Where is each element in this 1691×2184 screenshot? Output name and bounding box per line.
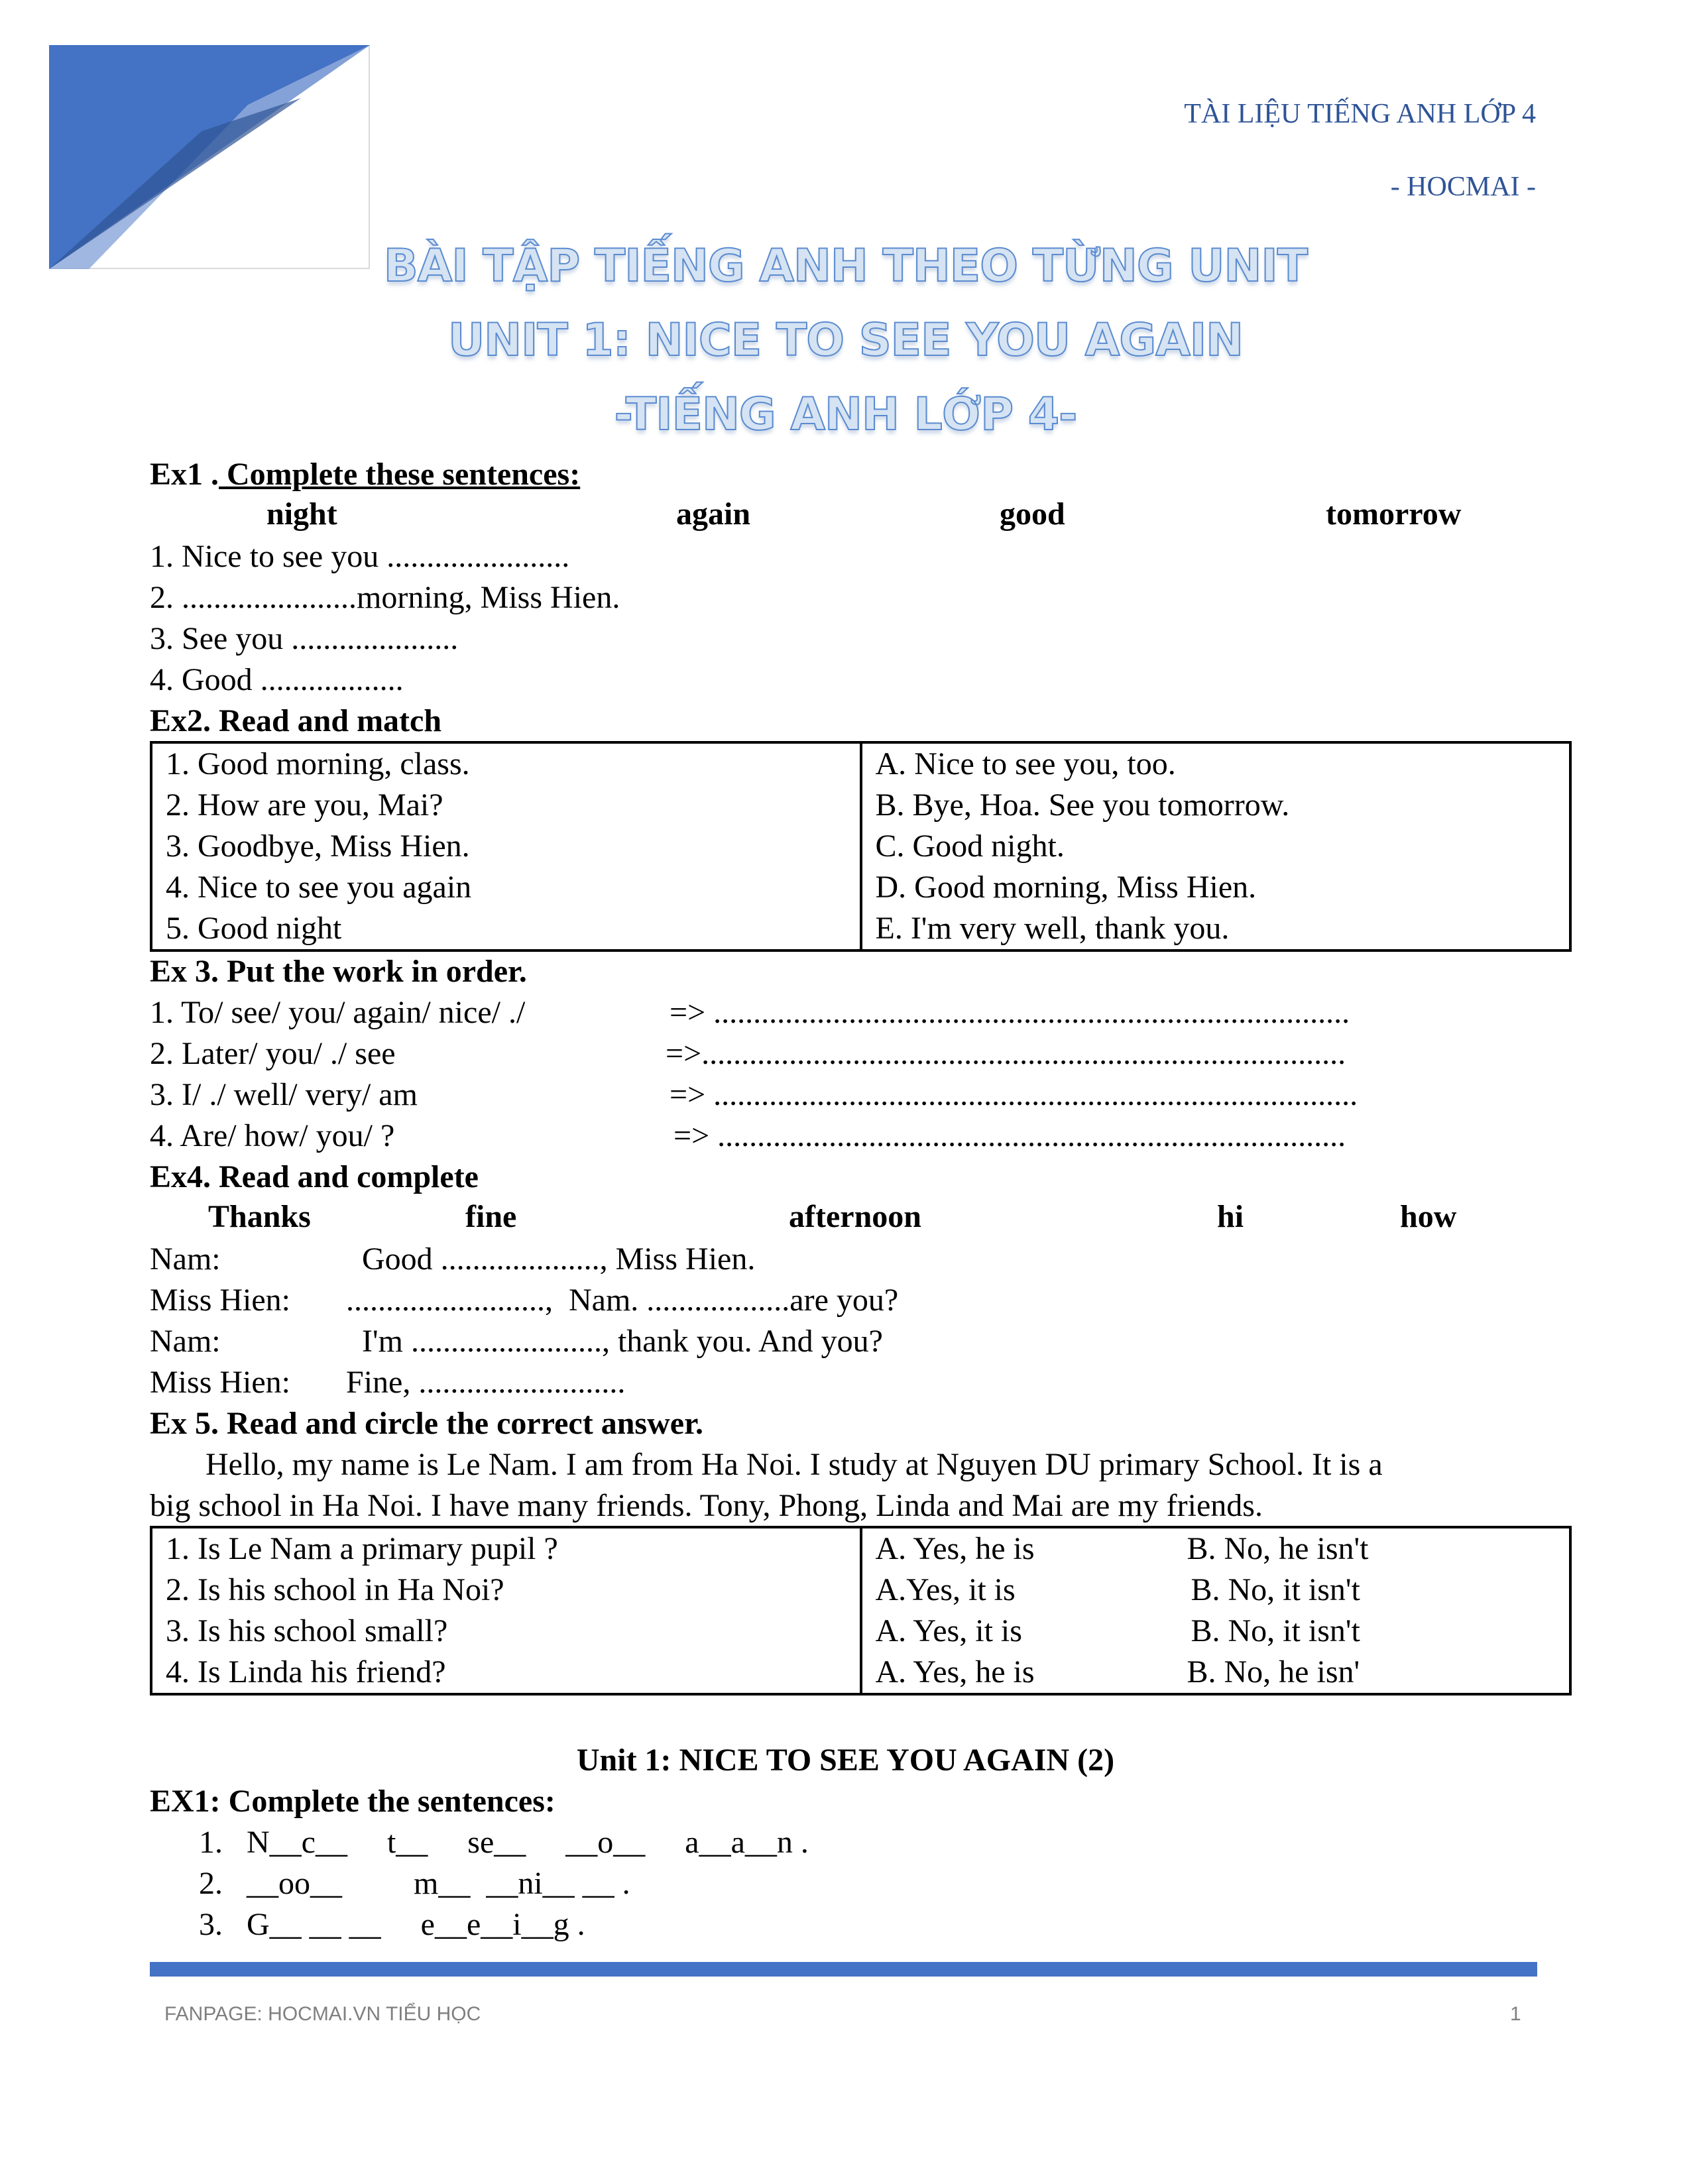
ex1-item-2: 2. ......................morning, Miss Hien. bbox=[150, 580, 620, 615]
ex3-question-2: 2. Later/ you/ ./ see bbox=[150, 1036, 396, 1071]
doc-label: TÀI LIỆU TIẾNG ANH LỚP 4 bbox=[1184, 99, 1536, 129]
ex4-word-1: Thanks bbox=[208, 1199, 311, 1234]
ex2-match-table bbox=[150, 741, 1572, 952]
ex4-heading: Ex4. Read and complete bbox=[150, 1159, 479, 1194]
ex5-answers-1 bbox=[876, 1528, 1556, 1570]
ex1-word-4: tomorrow bbox=[1326, 496, 1462, 532]
ex2-right-5: E. I'm very well, thank you. bbox=[875, 911, 1230, 946]
ex1-word-2: again bbox=[676, 496, 751, 532]
ex5-answers-4 bbox=[876, 1652, 1556, 1693]
ex3-question-3: 3. I/ ./ well/ very/ am bbox=[150, 1077, 418, 1112]
ex5-passage-line-1: Hello, my name is Le Nam. I am from Ha Noi. I study at Nguyen DU primary School. It is a bbox=[205, 1447, 1383, 1482]
ex2-right-2: B. Bye, Hoa. See you tomorrow. bbox=[875, 787, 1290, 823]
ex5-option-a-1: A. Yes, he is bbox=[875, 1531, 1035, 1566]
part2-item-3-number: 3. bbox=[199, 1907, 223, 1942]
ex2-heading: Ex2. Read and match bbox=[150, 703, 442, 738]
ex3-answer-4: => ............................................................................... bbox=[673, 1118, 1346, 1153]
ex4-speaker-4: Miss Hien: bbox=[150, 1365, 291, 1400]
ex5-question-2: 2. Is his school in Ha Noi? bbox=[166, 1572, 504, 1607]
ex5-option-a-2: A.Yes, it is bbox=[875, 1572, 1016, 1607]
ex4-line-4: Fine, .......................... bbox=[346, 1365, 626, 1400]
ex4-line-3: I'm ........................, thank you. And you? bbox=[362, 1324, 883, 1359]
footer-page-number: 1 bbox=[1510, 2003, 1521, 2025]
title-line-1: BÀI TẬP TIẾNG ANH THEO TỪNG UNIT bbox=[383, 240, 1308, 292]
part2-item-1-number: 1. bbox=[199, 1825, 223, 1860]
ex4-line-2: ........................., Nam. ..................are you? bbox=[346, 1283, 899, 1318]
ex5-option-b-3: B. No, it isn't bbox=[1191, 1613, 1360, 1648]
part2-heading: EX1: Complete the sentences: bbox=[150, 1784, 555, 1819]
ex1-word-1: night bbox=[266, 496, 337, 532]
ex5-option-b-4: B. No, he isn' bbox=[1187, 1654, 1360, 1690]
ex4-word-3: afternoon bbox=[789, 1199, 921, 1234]
footer-bar bbox=[150, 1962, 1537, 1977]
ex5-answers-2 bbox=[876, 1570, 1556, 1611]
ex2-right-column bbox=[861, 742, 1571, 950]
ex5-question-1: 1. Is Le Nam a primary pupil ? bbox=[166, 1531, 558, 1566]
ex5-option-a-4: A. Yes, he is bbox=[875, 1654, 1035, 1690]
ex5-heading: Ex 5. Read and circle the correct answer. bbox=[150, 1406, 703, 1441]
ex5-option-b-1: B. No, he isn't bbox=[1187, 1531, 1369, 1566]
ex1-word-3: good bbox=[1000, 496, 1065, 532]
ex2-left-2: 2. How are you, Mai? bbox=[166, 787, 443, 823]
ex2-left-4: 4. Nice to see you again bbox=[166, 870, 472, 905]
title-line-3: -TIẾNG ANH LỚP 4- bbox=[614, 388, 1077, 441]
ex1-heading-title: Complete these sentences: bbox=[219, 457, 581, 492]
ex3-heading: Ex 3. Put the work in order. bbox=[150, 954, 527, 989]
ex5-option-a-3: A. Yes, it is bbox=[875, 1613, 1022, 1648]
ex2-left-1: 1. Good morning, class. bbox=[166, 746, 470, 781]
ex2-left-column bbox=[151, 742, 861, 950]
ex3-question-1: 1. To/ see/ you/ again/ nice/ ./ bbox=[150, 995, 526, 1030]
ex4-line-1: Good ...................., Miss Hien. bbox=[362, 1241, 756, 1277]
title-line-2: UNIT 1: NICE TO SEE YOU AGAIN bbox=[447, 314, 1244, 367]
ex4-speaker-2: Miss Hien: bbox=[150, 1283, 291, 1318]
ex5-passage-line-2: big school in Ha Noi. I have many friends. Tony, Phong, Linda and Mai are my friends. bbox=[150, 1488, 1263, 1523]
part2-item-1: N__c__ t__ se__ __o__ a__a__n . bbox=[247, 1825, 809, 1860]
brand-label: - HOCMAI - bbox=[1390, 172, 1536, 202]
ex5-answers-3 bbox=[876, 1611, 1556, 1652]
part2-item-2-number: 2. bbox=[199, 1866, 223, 1901]
ex2-left-5: 5. Good night bbox=[166, 911, 342, 946]
ex5-question-table bbox=[150, 1526, 1572, 1695]
ex2-right-1: A. Nice to see you, too. bbox=[875, 746, 1176, 781]
ex5-question-3: 3. Is his school small? bbox=[166, 1613, 448, 1648]
ex1-heading bbox=[150, 455, 580, 494]
part2-title: Unit 1: NICE TO SEE YOU AGAIN (2) bbox=[576, 1743, 1115, 1778]
ex3-answer-2: =>................................................................................. bbox=[666, 1036, 1346, 1071]
ex4-word-4: hi bbox=[1217, 1199, 1244, 1234]
ex4-speaker-3: Nam: bbox=[150, 1324, 221, 1359]
ex2-left-3: 3. Goodbye, Miss Hien. bbox=[166, 829, 470, 864]
ex5-option-b-2: B. No, it isn't bbox=[1191, 1572, 1360, 1607]
ex5-answers-column bbox=[861, 1527, 1571, 1694]
ex4-word-5: how bbox=[1400, 1199, 1457, 1234]
ex2-right-3: C. Good night. bbox=[875, 829, 1065, 864]
ex4-speaker-1: Nam: bbox=[150, 1241, 221, 1277]
ex3-question-4: 4. Are/ how/ you/ ? bbox=[150, 1118, 395, 1153]
ex1-item-3: 3. See you ..................... bbox=[150, 621, 459, 656]
ex1-heading-prefix: Ex1 . bbox=[150, 457, 219, 492]
ex1-item-1: 1. Nice to see you ....................... bbox=[150, 539, 570, 574]
ex4-word-2: fine bbox=[465, 1199, 517, 1234]
footer-fanpage: FANPAGE: HOCMAI.VN TIỂU HỌC bbox=[164, 2003, 481, 2025]
part2-item-2: __oo__ m__ __ni__ __ . bbox=[247, 1866, 630, 1901]
ex3-answer-3: => ................................................................................. bbox=[670, 1077, 1358, 1112]
ex5-questions-column bbox=[151, 1527, 861, 1694]
corner-decoration bbox=[49, 45, 370, 269]
ex1-item-4: 4. Good .................. bbox=[150, 662, 404, 697]
ex2-right-4: D. Good morning, Miss Hien. bbox=[875, 870, 1257, 905]
ex3-answer-1: => ................................................................................ bbox=[670, 995, 1350, 1030]
part2-item-3: G__ __ __ e__e__i__g . bbox=[247, 1907, 585, 1942]
ex5-question-4: 4. Is Linda his friend? bbox=[166, 1654, 446, 1690]
